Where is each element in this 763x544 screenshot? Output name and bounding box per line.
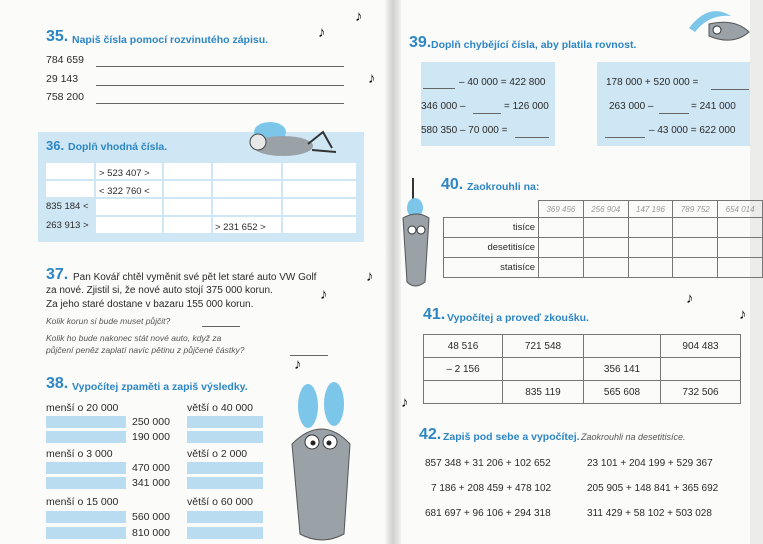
ex38-label-6: větší o 60 000 (187, 496, 253, 508)
ex38-title: Vypočítej zpaměti a zapiš výsledky. (72, 381, 248, 393)
lying-creature-illustration (228, 116, 340, 166)
answer-box[interactable] (187, 431, 263, 443)
column-header: 256 904 (583, 201, 628, 218)
answer-cell[interactable] (583, 238, 628, 258)
answer-cell[interactable] (673, 258, 718, 278)
answer-box[interactable] (187, 416, 263, 428)
ex38-value-3: 470 000 (132, 462, 170, 474)
answer-cell[interactable] (213, 199, 281, 215)
answer-line[interactable] (96, 66, 344, 67)
ex37-line-1: Pan Kovář chtěl vyměnit své pět let staré auto VW Golf (73, 272, 317, 283)
ex38-label-2: větší o 40 000 (187, 402, 253, 414)
table-row (424, 381, 741, 404)
table-cell: 356 141 (584, 358, 661, 381)
music-note-icon: ♪ (355, 8, 363, 25)
table-row (444, 218, 763, 238)
answer-box[interactable] (46, 462, 126, 474)
ex42-expr-5: 681 697 + 96 106 + 294 318 (425, 508, 551, 519)
table-cell: 732 506 (661, 381, 741, 404)
answer-cell[interactable] (164, 181, 211, 197)
book-gutter (385, 0, 401, 544)
ex40-number: 40. (441, 176, 464, 193)
ex39-title: Doplň chybějící čísla, aby platila rovnost. (431, 39, 637, 51)
ex36-cell (213, 217, 281, 233)
table-cell: – 2 156 (424, 358, 503, 381)
answer-cell[interactable] (718, 218, 763, 238)
ex40-table (443, 200, 763, 278)
music-note-icon: ♪ (739, 306, 747, 323)
answer-box[interactable] (46, 527, 126, 539)
ex35-title: Napiš čísla pomocí rozvinutého zápisu. (72, 34, 269, 46)
ex36-row4-inner: > 231 652 > (215, 222, 266, 233)
ex41-number: 41. (423, 306, 446, 323)
ex35-item-2: 29 143 (46, 73, 79, 85)
answer-cell[interactable] (539, 238, 584, 258)
answer-box[interactable] (46, 416, 126, 428)
answer-cell[interactable] (283, 199, 356, 215)
ex38-label-3: menší o 3 000 (46, 448, 113, 460)
ex35-number: 35. (46, 28, 69, 45)
answer-line[interactable] (605, 137, 645, 138)
answer-box[interactable] (187, 477, 263, 489)
right-page (401, 0, 755, 544)
answer-line[interactable] (423, 88, 455, 89)
answer-cell[interactable] (539, 218, 584, 238)
ex38-value-1: 250 000 (132, 416, 170, 428)
answer-cell[interactable] (46, 163, 94, 179)
ex38-label-4: větší o 2 000 (187, 448, 248, 460)
music-note-icon: ♪ (686, 290, 694, 307)
answer-cell[interactable] (673, 238, 718, 258)
table-row (424, 358, 741, 381)
music-note-icon: ♪ (368, 70, 376, 87)
ex39-eq-b2-start: 263 000 – (609, 101, 654, 112)
column-header: 654 014 (718, 201, 763, 218)
ex37-line-3: Za jeho staré dostane v bazaru 155 000 korun. (46, 299, 254, 310)
ex42-subtitle: Zaokrouhli na desetitisíce. (581, 432, 686, 442)
answer-line[interactable] (96, 85, 344, 86)
answer-box[interactable] (46, 431, 126, 443)
ex36-row4-text: 263 913 > (46, 220, 89, 231)
answer-line[interactable] (202, 326, 240, 327)
ex42-expr-1: 857 348 + 31 206 + 102 652 (425, 458, 551, 469)
ex42-expr-4: 205 905 + 148 841 + 365 692 (587, 483, 719, 494)
ex38-value-5: 560 000 (132, 511, 170, 523)
ex37-question-2a: Kolik ho bude nakonec stát nové auto, když za (46, 333, 222, 343)
ex38-value-2: 190 000 (132, 431, 170, 443)
answer-cell[interactable] (164, 199, 211, 215)
corner-cell (444, 201, 539, 218)
answer-cell[interactable] (539, 258, 584, 278)
ex36-row3-text: 835 184 < (46, 201, 89, 212)
row-label: statisíce (444, 258, 539, 278)
ex42-expr-3: 7 186 + 208 459 + 478 102 (431, 483, 552, 494)
music-note-icon: ♪ (318, 24, 326, 41)
table-row (424, 335, 741, 358)
ex39-eq-a1: – 40 000 = 422 800 (459, 77, 546, 88)
ex42-expr-2: 23 101 + 204 199 + 529 367 (587, 458, 713, 469)
row-label: tisíce (444, 218, 539, 238)
ex39-eq-a3: 580 350 – 70 000 = (421, 125, 508, 136)
ex40-title: Zaokrouhli na: (467, 181, 540, 193)
answer-cell[interactable] (503, 358, 584, 381)
answer-line[interactable] (515, 137, 549, 138)
answer-cell[interactable] (164, 163, 211, 179)
ex39-eq-b2-end: = 241 000 (691, 101, 736, 112)
ex42-expr-6: 311 429 + 58 102 + 503 028 (587, 508, 712, 519)
answer-line[interactable] (96, 103, 344, 104)
table-cell: 565 608 (584, 381, 661, 404)
answer-line[interactable] (711, 89, 749, 90)
music-note-icon: ♪ (320, 286, 328, 303)
column-header: 147 196 (628, 201, 673, 218)
ex37-number: 37. (46, 266, 69, 283)
answer-box[interactable] (187, 462, 263, 474)
music-note-icon: ♪ (401, 394, 409, 411)
ex38-value-6: 810 000 (132, 527, 170, 539)
bunny-creature-illustration (272, 384, 362, 544)
ex41-table (423, 334, 741, 404)
music-note-icon: ♪ (366, 268, 374, 285)
answer-cell[interactable] (628, 258, 673, 278)
ex39-eq-a2-end: = 126 000 (504, 101, 549, 112)
music-note-icon: ♪ (294, 356, 302, 373)
answer-cell[interactable] (583, 258, 628, 278)
ex38-number: 38. (46, 375, 69, 392)
ex41-title: Vypočítej a proveď zkoušku. (447, 312, 589, 324)
answer-box[interactable] (46, 511, 126, 523)
ex39-eq-b3: – 43 000 = 622 000 (649, 125, 736, 136)
flying-creature-illustration (689, 2, 750, 50)
answer-box[interactable] (46, 477, 126, 489)
ex36-row1-text: > 523 407 > (99, 168, 150, 179)
ex36-title: Doplň vhodná čísla. (68, 141, 168, 153)
answer-cell[interactable] (584, 335, 661, 358)
answer-line[interactable] (659, 113, 689, 114)
ex39-eq-a2-start: 346 000 – (421, 101, 466, 112)
column-header: 789 752 (673, 201, 718, 218)
answer-cell[interactable] (96, 199, 162, 215)
answer-cell[interactable] (283, 181, 356, 197)
ex39-number: 39. (409, 34, 432, 51)
ex37-line-2: za nové. Zjistil si, že nové auto stojí 375 000 korun. (46, 285, 273, 296)
answer-cell[interactable] (164, 217, 211, 233)
answer-cell[interactable] (283, 217, 356, 233)
ex36-row2-text: < 322 760 < (99, 186, 150, 197)
answer-cell[interactable] (718, 258, 763, 278)
ex37-question-2b: půjčení peněz zaplatí navíc pětinu z půjčené částky? (46, 345, 245, 355)
ex35-item-3: 758 200 (46, 91, 84, 103)
answer-cell[interactable] (673, 218, 718, 238)
ex42-number: 42. (419, 426, 442, 443)
table-cell: 835 119 (503, 381, 584, 404)
answer-cell[interactable] (628, 218, 673, 238)
table-row (444, 258, 763, 278)
answer-box[interactable] (187, 511, 263, 523)
answer-cell[interactable] (661, 358, 741, 381)
ex38-label-5: menší o 15 000 (46, 496, 119, 508)
answer-line[interactable] (473, 113, 501, 114)
answer-cell[interactable] (718, 238, 763, 258)
hanging-creature-illustration (401, 178, 433, 290)
ex35-item-1: 784 659 (46, 54, 84, 66)
ex42-title: Zapiš pod sebe a vypočítej. (443, 431, 580, 443)
answer-cell[interactable] (213, 181, 281, 197)
answer-cell[interactable] (46, 181, 94, 197)
ex36-number: 36. (46, 138, 65, 153)
table-cell: 48 516 (424, 335, 503, 358)
answer-box[interactable] (187, 527, 263, 539)
answer-cell[interactable] (628, 238, 673, 258)
ex36-cell (96, 181, 162, 197)
row-label: desetitisíce (444, 238, 539, 258)
ex39-eq-b1: 178 000 + 520 000 = (606, 77, 699, 88)
table-cell: 904 483 (661, 335, 741, 358)
answer-cell[interactable] (424, 381, 503, 404)
column-header: 369 456 (539, 201, 584, 218)
table-row (444, 238, 763, 258)
ex36-cell (96, 163, 162, 179)
ex38-value-4: 341 000 (132, 477, 170, 489)
ex37-question-1: Kolik korun si bude muset půjčit? (46, 316, 171, 326)
ex38-label-1: menší o 20 000 (46, 402, 119, 414)
answer-cell[interactable] (96, 217, 162, 233)
answer-cell[interactable] (583, 218, 628, 238)
table-cell: 721 548 (503, 335, 584, 358)
